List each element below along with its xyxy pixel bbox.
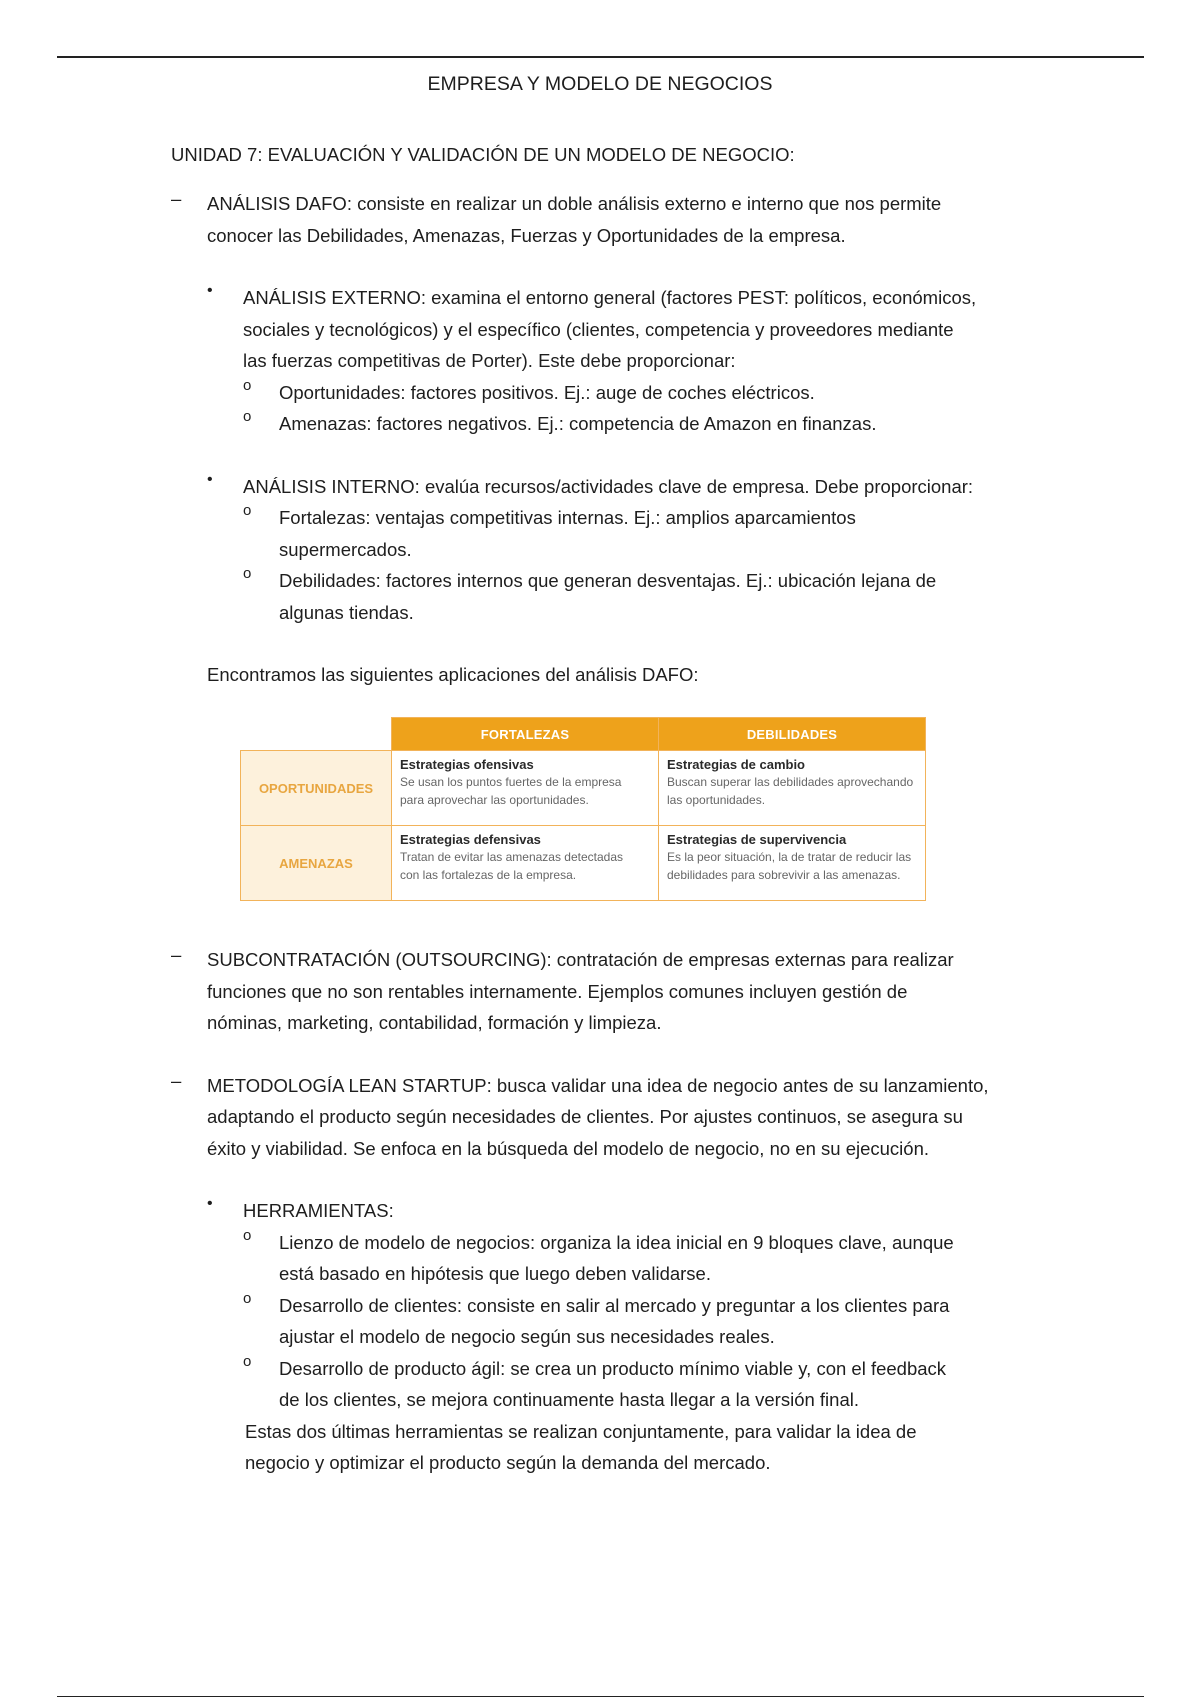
circle-marker: o [243,376,252,394]
cell-text: Es la peor situación, la de tratar de reducir las [667,850,912,864]
cell-text: con las fortalezas de la empresa. [400,868,577,882]
cell-text: las oportunidades. [667,793,766,807]
subsection-externo [0,282,1033,377]
text-line: ANÁLISIS DAFO: consiste en realizar un doble análisis externo e interno que nos permite [207,193,942,214]
col-header-debilidades: DEBILIDADES [659,718,926,751]
text-line: ajustar el modelo de negocio según sus necesidades reales. [279,1326,775,1347]
text-line: ANÁLISIS INTERNO: evalúa recursos/actividades clave de empresa. Debe proporcionar: [243,475,974,497]
cell-text: Se usan los puntos fuertes de la empresa [400,775,622,789]
list-item [0,1227,1029,1290]
circle-marker: o [243,1226,252,1244]
text-line: HERRAMIENTAS: [243,1200,394,1221]
dash-marker: – [171,188,182,209]
unit-title: UNIDAD 7: EVALUACIÓN Y VALIDACIÓN DE UN MODELO DE NEGOCIO: [171,144,795,165]
bullet-marker: • [207,282,213,299]
text-line: SUBCONTRATACIÓN (OUTSOURCING): contratación de empresas externas para realizar [207,949,954,970]
matrix-cell [659,826,926,901]
cell-text: Buscan superar las debilidades aprovechando [667,775,914,789]
text-line: éxito y viabilidad. Se enfoca en la búsqueda del modelo de negocio, no en su ejecución. [207,1137,930,1159]
row-header-oportunidades: OPORTUNIDADES [241,751,392,826]
text-line: conocer las Debilidades, Amenazas, Fuerzas y Oportunidades de la empresa. [207,224,846,246]
list-item [0,1290,1029,1353]
bullet-marker: • [207,1195,213,1212]
document-body [0,188,1200,691]
section-dafo [0,188,1037,251]
text-line: nóminas, marketing, contabilidad, formación y limpieza. [207,1012,662,1033]
document-body-lower [0,944,1200,1479]
cell-title: Estrategias de cambio [667,757,805,772]
list-item [0,565,1029,628]
text-line: Lienzo de modelo de negocios: organiza la idea inicial en 9 bloques clave, aunque [279,1231,954,1253]
text-line: Debilidades: factores internos que generan desventajas. Ej.: ubicación lejana de [279,570,937,591]
matrix-cell [392,826,659,901]
page-title: EMPRESA Y MODELO DE NEGOCIOS [427,73,773,95]
text-line: Fortalezas: ventajas competitivas internas. Ej.: amplios aparcamientos [279,507,856,528]
circle-marker: o [243,1352,252,1370]
section-outsourcing [0,944,1037,1039]
list-item [0,377,1029,409]
cell-text: debilidades para sobrevivir a las amenazas. [667,868,901,882]
tools-note [0,1416,1035,1479]
text-line: Desarrollo de clientes: consiste en salir al mercado y preguntar a los clientes para [279,1294,950,1316]
cell-title: Estrategias defensivas [400,832,541,847]
subsection-herramientas [0,1195,1033,1227]
text-line: adaptando el producto según necesidades de clientes. Por ajustes continuos, se asegura su [207,1106,963,1127]
text-line: Desarrollo de producto ágil: se crea un producto mínimo viable y, con el feedback [279,1357,947,1379]
cell-text: para aprovechar las oportunidades. [400,793,589,807]
circle-marker: o [243,408,252,425]
text-line: de los clientes, se mejora continuamente hasta llegar a la versión final. [279,1389,859,1410]
text-line: está basado en hipótesis que luego deben validarse. [279,1263,711,1284]
dash-marker: – [171,944,182,965]
circle-marker: o [243,1289,252,1307]
circle-marker: o [243,565,252,582]
text-line: funciones que no son rentables internamente. Ejemplos comunes incluyen gestión de [207,980,908,1002]
text-line: Oportunidades: factores positivos. Ej.: auge de coches eléctricos. [279,381,815,403]
dafo-matrix [240,717,926,901]
list-item [0,1353,1029,1416]
col-header-fortalezas: FORTALEZAS [392,718,659,751]
cell-text: Tratan de evitar las amenazas detectadas [400,850,624,864]
text-line: METODOLOGÍA LEAN STARTUP: busca validar una idea de negocio antes de su lanzamiento, [207,1074,989,1096]
text-line: Estas dos últimas herramientas se realizan conjuntamente, para validar la idea de [245,1420,917,1442]
section-lean-startup [0,1070,1037,1165]
text-line: sociales y tecnológicos) y el específico (clientes, competencia y proveedores mediante [243,318,954,340]
cell-title: Estrategias ofensivas [400,757,534,772]
text-line: negocio y optimizar el producto según la demanda del mercado. [245,1452,771,1473]
dash-marker: – [171,1069,182,1091]
subsection-interno [0,471,1033,503]
matrix-cell [392,751,659,826]
text-line: Amenazas: factores negativos. Ej.: competencia de Amazon en finanzas. [279,413,877,434]
applications-intro: Encontramos las siguientes aplicaciones del análisis DAFO: [207,664,699,685]
bullet-marker: • [207,470,213,488]
circle-marker: o [243,502,252,519]
text-line: algunas tiendas. [279,601,414,623]
row-header-amenazas: AMENAZAS [241,826,392,901]
header-rule [57,56,1144,58]
list-item [0,502,1029,565]
footer-rule [57,1696,1144,1697]
text-line: las fuerzas competitivas de Porter). Este debe proporcionar: [243,350,736,371]
text-line: ANÁLISIS EXTERNO: examina el entorno general (factores PEST: políticos, económicos, [243,287,977,308]
text-line: supermercados. [279,538,412,560]
matrix-cell [659,751,926,826]
cell-title: Estrategias de supervivencia [667,832,847,847]
list-item [0,408,1029,440]
